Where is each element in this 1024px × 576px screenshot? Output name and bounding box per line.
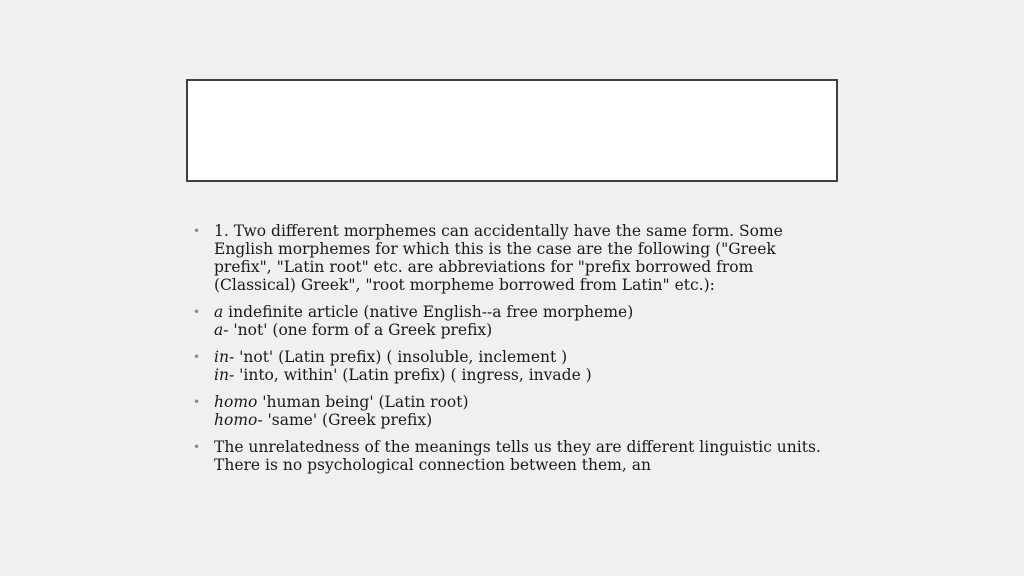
list-item [193, 303, 853, 339]
list-item [193, 222, 853, 294]
list-item [193, 393, 853, 429]
morpheme-gloss: 'human being' (Latin root) [257, 393, 469, 411]
list-item [193, 438, 853, 474]
morpheme-gloss: 'same' (Greek prefix) [262, 411, 433, 429]
morpheme-term: homo- [214, 411, 263, 429]
morpheme-term: in- [214, 366, 235, 384]
text-line: 1. Two different morphemes can accidentally have the same form. Some [214, 222, 783, 240]
text-line: There is no psychological connection between them, an [214, 456, 651, 474]
text-line [214, 348, 853, 366]
text-line [214, 411, 853, 429]
morpheme-term: a- [214, 321, 229, 339]
text-line: The unrelatedness of the meanings tells us they are different linguistic units. [214, 438, 821, 456]
bullet-icon: • [193, 224, 201, 238]
title-placeholder[interactable] [186, 79, 838, 182]
morpheme-gloss: indefinite article (native English--a free morpheme) [223, 303, 634, 321]
bullet-icon: • [193, 350, 201, 364]
bullet-icon: • [193, 305, 201, 319]
morpheme-gloss: 'not' (Latin prefix) ( insoluble, inclement ) [234, 348, 568, 366]
text-line: (Classical) Greek", "root morpheme borrowed from Latin" etc.): [214, 276, 715, 294]
morpheme-gloss: 'not' (one form of a Greek prefix) [228, 321, 493, 339]
morpheme-term: homo [214, 393, 258, 411]
morpheme-term: in- [214, 348, 235, 366]
text-line: English morphemes for which this is the case are the following ("Greek [214, 240, 776, 258]
list-item [193, 348, 853, 384]
bullet-list [193, 222, 853, 483]
morpheme-term: a [214, 303, 224, 321]
text-line [214, 303, 853, 321]
text-line [214, 393, 853, 411]
text-line [214, 321, 853, 339]
text-line: prefix", "Latin root" etc. are abbreviations for "prefix borrowed from [214, 258, 754, 276]
morpheme-gloss: 'into, within' (Latin prefix) ( ingress, invade ) [234, 366, 592, 384]
text-line [214, 366, 853, 384]
bullet-icon: • [193, 395, 201, 409]
bullet-icon: • [193, 440, 201, 454]
